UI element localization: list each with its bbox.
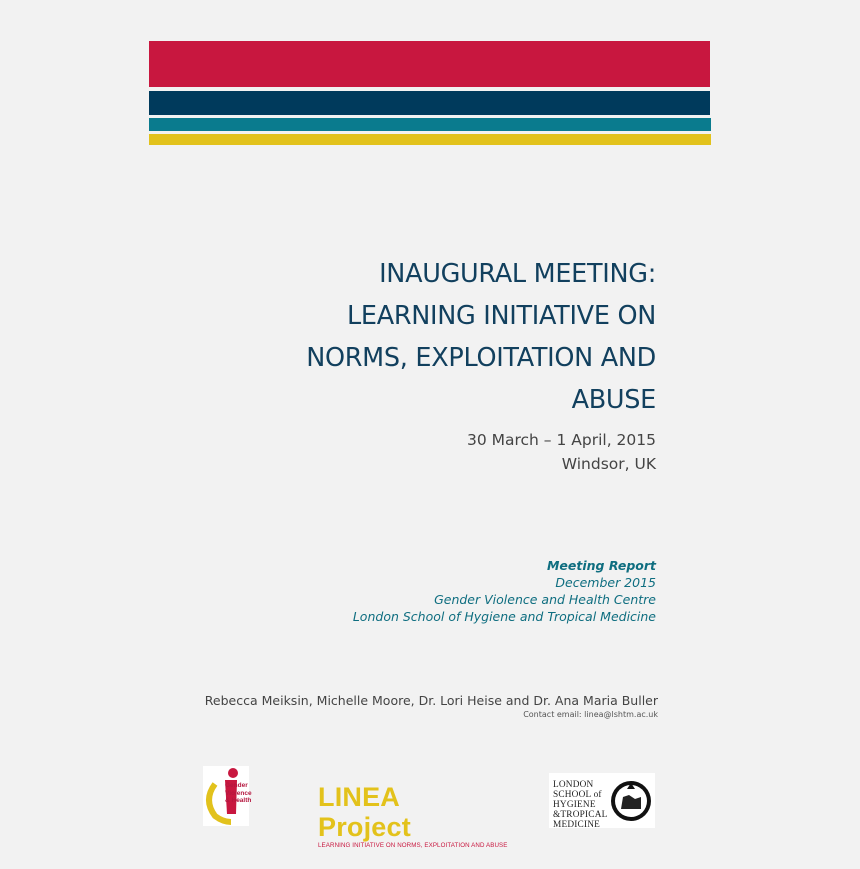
meeting-info [467, 428, 656, 476]
authors-line: Rebecca Meiksin, Michelle Moore, Dr. Lori Heise and Dr. Ana Maria Buller [204, 693, 658, 708]
document-title [216, 253, 656, 421]
header-band-yellow [149, 134, 711, 145]
header-band-red [149, 41, 710, 87]
gvh-text-line: Gender [225, 782, 248, 789]
title-line: LEARNING INITIATIVE ON [346, 301, 656, 331]
contact-email[interactable]: Contact email: linea@lshtm.ac.uk [523, 710, 658, 719]
lshtm-logo [549, 773, 655, 828]
linea-logo-name: LINEA Project [318, 782, 411, 842]
linea-logo-tagline: LEARNING INITIATIVE ON NORMS, EXPLOITATION AND ABUSE [318, 842, 508, 849]
lshtm-text-line: HYGIENE [553, 800, 596, 810]
header-band-teal [149, 118, 711, 131]
lshtm-logo-text [553, 780, 608, 830]
title-line: INAUGURAL MEETING: [379, 259, 656, 289]
report-date: December 2015 [555, 575, 656, 590]
report-type: Meeting Report [546, 558, 656, 573]
lshtm-text-line: SCHOOL of [553, 790, 602, 800]
title-line: NORMS, EXPLOITATION AND [306, 343, 656, 373]
lshtm-text-line: MEDICINE [553, 820, 601, 830]
lshtm-text-line: &TROPICAL [553, 810, 608, 820]
report-centre: Gender Violence and Health Centre [434, 592, 656, 607]
report-school: London School of Hygiene and Tropical Medicine [352, 609, 656, 624]
meeting-location: Windsor, UK [561, 455, 656, 473]
report-info [353, 557, 656, 625]
title-line: ABUSE [571, 385, 656, 415]
gvh-logo-text [225, 782, 252, 805]
lshtm-crest-icon [609, 777, 653, 825]
header-band-navy [149, 91, 710, 115]
meeting-dates: 30 March – 1 April, 2015 [466, 431, 656, 449]
gvh-logo [203, 766, 252, 826]
gvh-text-line: Violence [225, 789, 252, 797]
linea-logo [318, 782, 508, 850]
lshtm-text-line: LONDON [553, 780, 594, 790]
gvh-text-line: & Health [225, 797, 252, 804]
